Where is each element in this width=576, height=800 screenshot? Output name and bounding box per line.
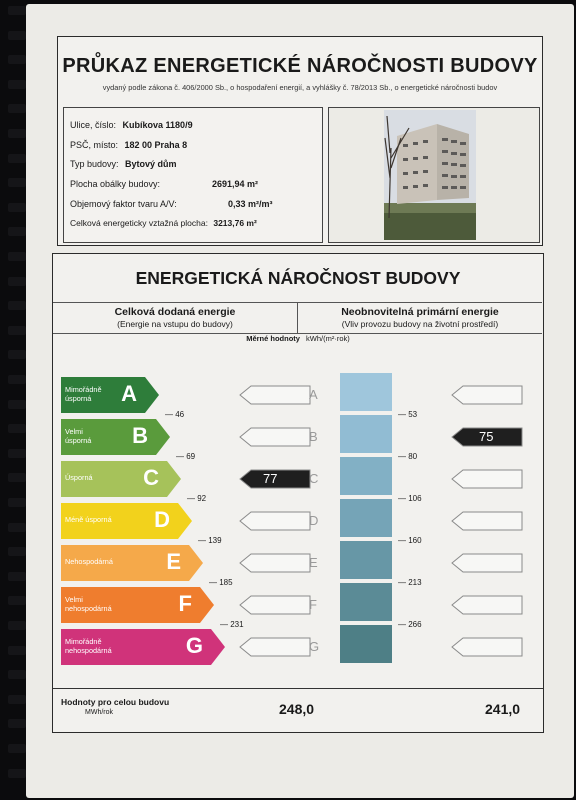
primary-energy-slot-a [451, 385, 523, 405]
class-arrow-a [61, 377, 159, 412]
delivered-threshold-5: — 185 [209, 578, 233, 587]
building-type-row [70, 159, 177, 169]
class-arrow-b [61, 419, 170, 454]
binding-coil [8, 350, 26, 359]
delivered-threshold-4: — 139 [198, 536, 222, 545]
binding-coil [8, 547, 26, 556]
primary-energy-total: 241,0 [485, 701, 521, 717]
binding-coil [8, 769, 26, 778]
delivered-threshold-1: — 46 [165, 410, 185, 419]
binding-coil [8, 301, 26, 310]
street-value: Kubíkova 1180/9 [122, 120, 193, 130]
specific-values-unit: kWh/(m²·rok) [306, 334, 350, 343]
envelope-value: 2691,94 m² [212, 179, 259, 189]
delivered-energy-title: Celková dodaná energie [114, 306, 236, 318]
delivered-threshold-6: — 231 [220, 620, 244, 629]
primary-scale-bar-a [340, 373, 392, 411]
primary-scale-bar-b [340, 415, 392, 453]
binding-coil [8, 646, 26, 655]
primary-scale-bar-d [340, 499, 392, 537]
building-totals-row [53, 688, 543, 733]
class-arrow-f [61, 587, 214, 622]
building-type-value: Bytový dům [125, 159, 177, 169]
reference-area-label: Celková energeticky vztažná plocha: [70, 218, 208, 228]
delivered-slot-letter-a: A [309, 387, 318, 402]
primary-scale-bar-e [340, 541, 392, 579]
binding-coil [8, 80, 26, 89]
binding-coil [8, 375, 26, 384]
delivered-energy-slot-f [239, 595, 311, 615]
city-value: 182 00 Praha 8 [124, 140, 188, 150]
class-label-b: Velmi úsporná [65, 427, 92, 445]
delivered-slot-letter-e: E [309, 555, 318, 570]
binding-coil [8, 523, 26, 532]
primary-scale-bar-c [340, 457, 392, 495]
reference-area-value: 3213,76 m² [213, 218, 257, 228]
city-row [70, 140, 187, 150]
class-letter-c: C [143, 465, 159, 490]
primary-energy-slot-g [451, 637, 523, 657]
street-label: Ulice, číslo: [70, 120, 117, 130]
class-letter-a: A [121, 381, 137, 406]
primary-scale-bar-f [340, 583, 392, 621]
delivered-energy-slot-b [239, 427, 311, 447]
binding-coil [8, 670, 26, 679]
binding-coil [8, 154, 26, 163]
certificate-header [57, 36, 543, 246]
binding-coil [8, 400, 26, 409]
class-letter-g: G [185, 633, 203, 658]
binding-coil [8, 252, 26, 261]
primary-energy-title: Neobnovitelná primární energie [341, 306, 499, 318]
delivered-slot-letter-c: C [309, 471, 319, 486]
primary-threshold-5: — 213 [398, 578, 422, 587]
binding-coil [8, 326, 26, 335]
primary-threshold-6: — 266 [398, 620, 422, 629]
class-label-d: Méně úsporná [65, 515, 112, 524]
specific-values-label: Měrné hodnoty [246, 334, 300, 343]
binding-coil [8, 596, 26, 605]
primary-threshold-3: — 106 [398, 494, 422, 503]
primary-energy-value: 75 [479, 429, 494, 444]
delivered-energy-slot-a [239, 385, 311, 405]
binding-coil [8, 227, 26, 236]
primary-energy-slot-c [451, 469, 523, 489]
building-info-panel [63, 107, 323, 243]
class-label-c: Úsporná [65, 473, 93, 482]
delivered-energy-total: 248,0 [279, 701, 315, 717]
class-arrow-c [61, 461, 181, 496]
delivered-energy-slot-e [239, 553, 311, 573]
class-label-a: Mimořádně úsporná [65, 385, 102, 403]
primary-threshold-2: — 80 [398, 452, 418, 461]
class-letter-f: F [178, 591, 192, 616]
binding-coil [8, 572, 26, 581]
primary-energy-slot-e [451, 553, 523, 573]
primary-threshold-1: — 53 [398, 410, 418, 419]
specific-values-row [53, 334, 543, 348]
delivered-slot-letter-b: B [309, 429, 318, 444]
delivered-slot-letter-g: G [309, 639, 320, 654]
binding-coil [8, 277, 26, 286]
city-label: PSČ, místo: [70, 140, 119, 150]
class-letter-b: B [132, 423, 148, 448]
primary-energy-slot-f [451, 595, 523, 615]
reference-area-row [70, 218, 257, 228]
shape-factor-value: 0,33 m²/m³ [228, 199, 273, 209]
building-photo [328, 107, 540, 243]
delivered-energy-slot-d [239, 511, 311, 531]
legal-subtitle: vydaný podle zákona č. 406/2000 Sb., o hospodaření energií, a vyhlášky č. 78/2013 Sb., o energetické náročnosti budov [102, 83, 498, 92]
delivered-slot-letter-f: F [309, 597, 317, 612]
primary-scale-bar-g [340, 625, 392, 663]
building-type-label: Typ budovy: [70, 159, 119, 169]
primary-energy-header [298, 302, 542, 334]
binding-coil [8, 6, 26, 15]
binding-coil [8, 31, 26, 40]
class-label-e: Nehospodárná [65, 557, 113, 566]
class-label-g: Mimořádně nehospodárná [65, 637, 112, 655]
primary-energy-subtitle: (Vliv provozu budovy na životní prostředí) [341, 319, 499, 329]
shape-factor-label: Objemový faktor tvaru A/V: [70, 199, 177, 209]
binding-coil [8, 449, 26, 458]
delivered-energy-header [53, 302, 298, 334]
binding-coil [8, 424, 26, 433]
class-letter-e: E [166, 549, 181, 574]
totals-unit: MWh/rok [85, 709, 113, 716]
street-row [70, 120, 193, 130]
binding-coil [8, 203, 26, 212]
class-label-f: Velmi nehospodárná [65, 595, 112, 613]
binding-coil [8, 744, 26, 753]
class-arrow-e [61, 545, 203, 580]
class-arrow-d [61, 503, 192, 538]
binding-coil [8, 621, 26, 630]
binding-coil [8, 178, 26, 187]
class-arrow-g [61, 629, 225, 664]
class-letter-d: D [154, 507, 170, 532]
binding-coil [8, 473, 26, 482]
delivered-threshold-3: — 92 [187, 494, 207, 503]
binding-coil [8, 498, 26, 507]
energy-rating-panel [52, 253, 544, 733]
page-title: PRŮKAZ ENERGETICKÉ NÁROČNOSTI BUDOVY [62, 55, 538, 77]
binding-coil [8, 104, 26, 113]
primary-energy-value-arrow [451, 427, 523, 447]
delivered-energy-value: 77 [263, 471, 278, 486]
primary-energy-slot-d [451, 511, 523, 531]
delivered-energy-subtitle: (Energie na vstupu do budovy) [117, 319, 233, 329]
primary-threshold-4: — 160 [398, 536, 422, 545]
delivered-energy-value-arrow [239, 469, 311, 489]
delivered-slot-letter-d: D [309, 513, 319, 528]
binding-coil [8, 55, 26, 64]
envelope-label: Plocha obálky budovy: [70, 179, 161, 189]
binding-coil [8, 129, 26, 138]
binding-coil [8, 695, 26, 704]
delivered-threshold-2: — 69 [176, 452, 196, 461]
binding-coil [8, 719, 26, 728]
delivered-energy-slot-g [239, 637, 311, 657]
totals-label: Hodnoty pro celou budovu [61, 697, 170, 707]
building-photo-image [329, 108, 539, 242]
rating-section-title: ENERGETICKÁ NÁROČNOST BUDOVY [135, 268, 461, 288]
